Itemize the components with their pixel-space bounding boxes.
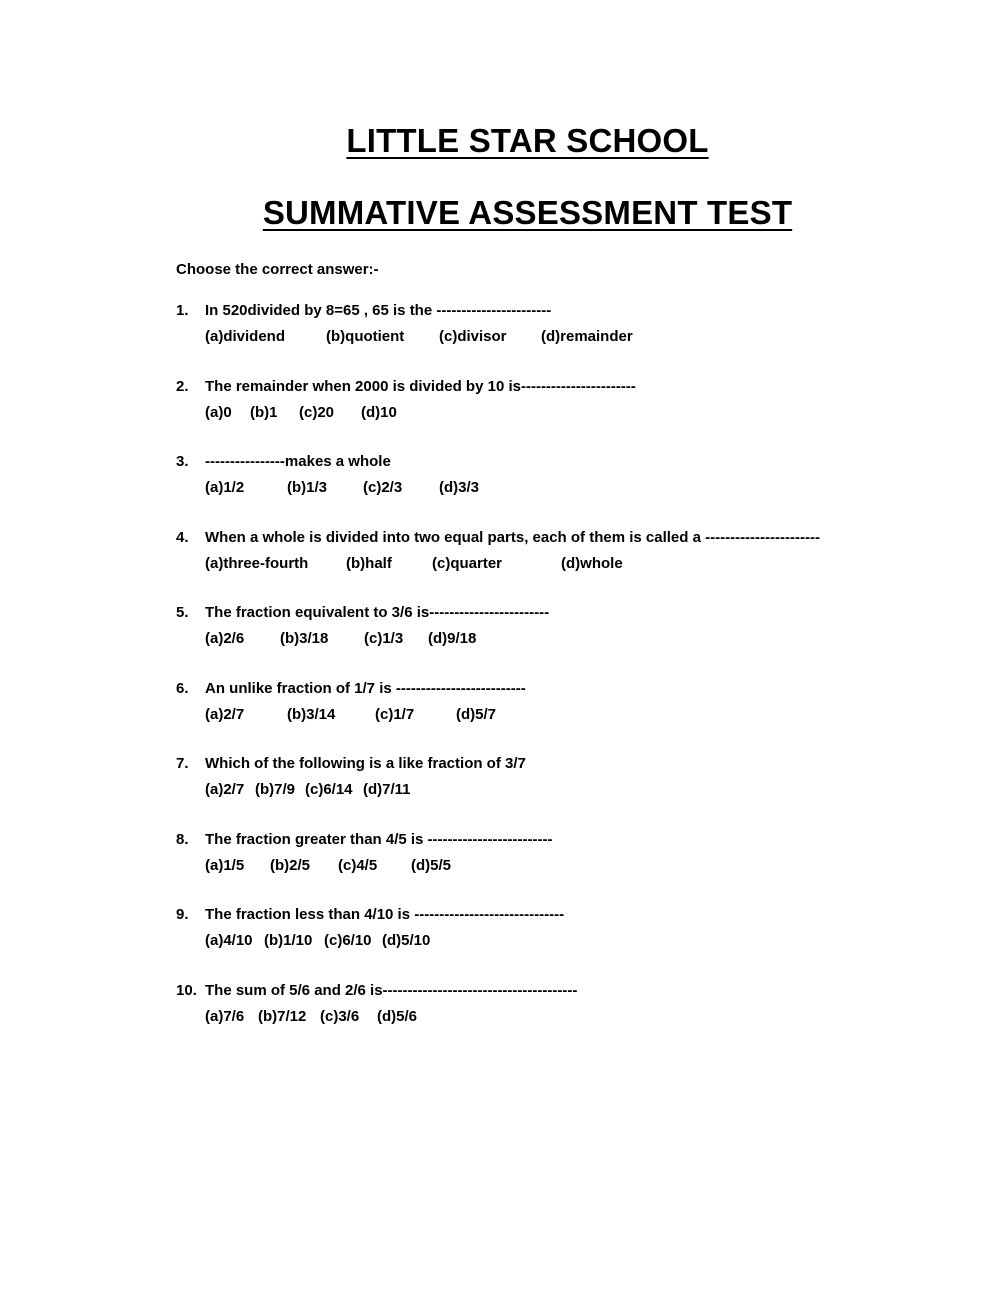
answer-options: [205, 479, 479, 496]
option-b: (b)1/3: [287, 479, 328, 496]
question-text: The sum of 5/6 and 2/6 is---------------------------------------: [205, 981, 578, 999]
option-b: (b)half: [346, 554, 392, 572]
option-a: (a)1/2: [205, 479, 245, 496]
option-b: (b)1: [250, 403, 278, 421]
question-text: Which of the following is a like fraction of 3/7: [205, 755, 526, 772]
question-list: [176, 302, 876, 1057]
option-d: (d)9/18: [428, 630, 477, 647]
instruction-text: Choose the correct answer:-: [176, 261, 379, 278]
option-a: (a)4/10: [205, 932, 253, 949]
answer-options: [205, 404, 397, 421]
option-c: (c)6/10: [324, 932, 372, 949]
question-item-1: [176, 302, 876, 378]
test-title: SUMMATIVE ASSESSMENT TEST: [262, 194, 793, 231]
question-text: An unlike fraction of 1/7 is --------------------------: [205, 679, 526, 697]
question-text: In 520divided by 8=65 , 65 is the -----------------------: [205, 302, 552, 319]
question-number: 3.: [176, 453, 189, 470]
school-title: LITTLE STAR SCHOOL: [346, 122, 709, 159]
question-item-6: [176, 680, 876, 756]
option-c: (c)quarter: [432, 554, 503, 572]
question-number: 10.: [176, 981, 197, 999]
option-d: (d)7/11: [363, 781, 411, 798]
question-text: The fraction greater than 4/5 is -------------------------: [205, 830, 553, 848]
option-b: (b)1/10: [264, 932, 313, 949]
question-number: 4.: [176, 528, 189, 546]
answer-options: [205, 1008, 417, 1025]
option-d: (d)whole: [561, 554, 623, 572]
option-a: (a)2/7: [205, 705, 245, 723]
option-a: (a)7/6: [205, 1007, 245, 1025]
option-a: (a)dividend: [205, 328, 286, 345]
option-c: (c)3/6: [320, 1007, 360, 1025]
question-number: 9.: [176, 906, 189, 923]
question-item-4: [176, 529, 876, 605]
answer-options: [205, 328, 633, 345]
option-c: (c)4/5: [338, 856, 378, 874]
question-item-7: [176, 755, 876, 831]
option-b: (b)3/14: [287, 705, 336, 723]
option-d: (d)5/5: [411, 856, 452, 874]
answer-options: [205, 857, 451, 874]
question-item-5: [176, 604, 876, 680]
answer-options: [205, 932, 430, 949]
option-d: (d)5/7: [456, 705, 497, 723]
option-c: (c)6/14: [305, 781, 353, 798]
option-d: (d)remainder: [541, 328, 633, 345]
option-a: (a)three-fourth: [205, 554, 309, 572]
option-b: (b)quotient: [326, 328, 405, 345]
option-a: (a)1/5: [205, 856, 245, 874]
option-a: (a)2/7: [205, 781, 245, 798]
question-text: The fraction less than 4/10 is ------------------------------: [205, 906, 565, 923]
answer-options: [205, 555, 623, 572]
option-d: (d)5/6: [377, 1007, 418, 1025]
question-item-9: [176, 906, 876, 982]
question-item-3: [176, 453, 876, 529]
option-b: (b)7/9: [255, 781, 296, 798]
answer-options: [205, 706, 496, 723]
question-number: 2.: [176, 377, 189, 395]
option-c: (c)1/3: [364, 630, 404, 647]
option-d: (d)10: [361, 403, 397, 421]
option-b: (b)2/5: [270, 856, 311, 874]
question-text: The remainder when 2000 is divided by 10 is-----------------------: [205, 377, 636, 395]
option-d: (d)5/10: [382, 932, 431, 949]
answer-options: [205, 781, 411, 798]
question-item-10: [176, 982, 876, 1058]
question-number: 1.: [176, 302, 189, 319]
option-c: (c)1/7: [375, 705, 415, 723]
question-number: 6.: [176, 679, 189, 697]
option-a: (a)2/6: [205, 630, 245, 647]
question-text: ----------------makes a whole: [205, 453, 391, 470]
question-text: The fraction equivalent to 3/6 is------------------------: [205, 604, 550, 621]
option-c: (c)20: [299, 403, 335, 421]
option-a: (a)0: [205, 403, 232, 421]
question-number: 8.: [176, 830, 189, 848]
answer-options: [205, 630, 476, 647]
question-item-2: [176, 378, 876, 454]
option-b: (b)7/12: [258, 1007, 307, 1025]
question-text: When a whole is divided into two equal parts, each of them is called a -----------------------: [205, 528, 820, 546]
question-number: 5.: [176, 604, 189, 621]
option-d: (d)3/3: [439, 479, 480, 496]
option-b: (b)3/18: [280, 630, 329, 647]
option-c: (c)divisor: [439, 328, 507, 345]
question-number: 7.: [176, 755, 189, 772]
question-item-8: [176, 831, 876, 907]
option-c: (c)2/3: [363, 479, 403, 496]
